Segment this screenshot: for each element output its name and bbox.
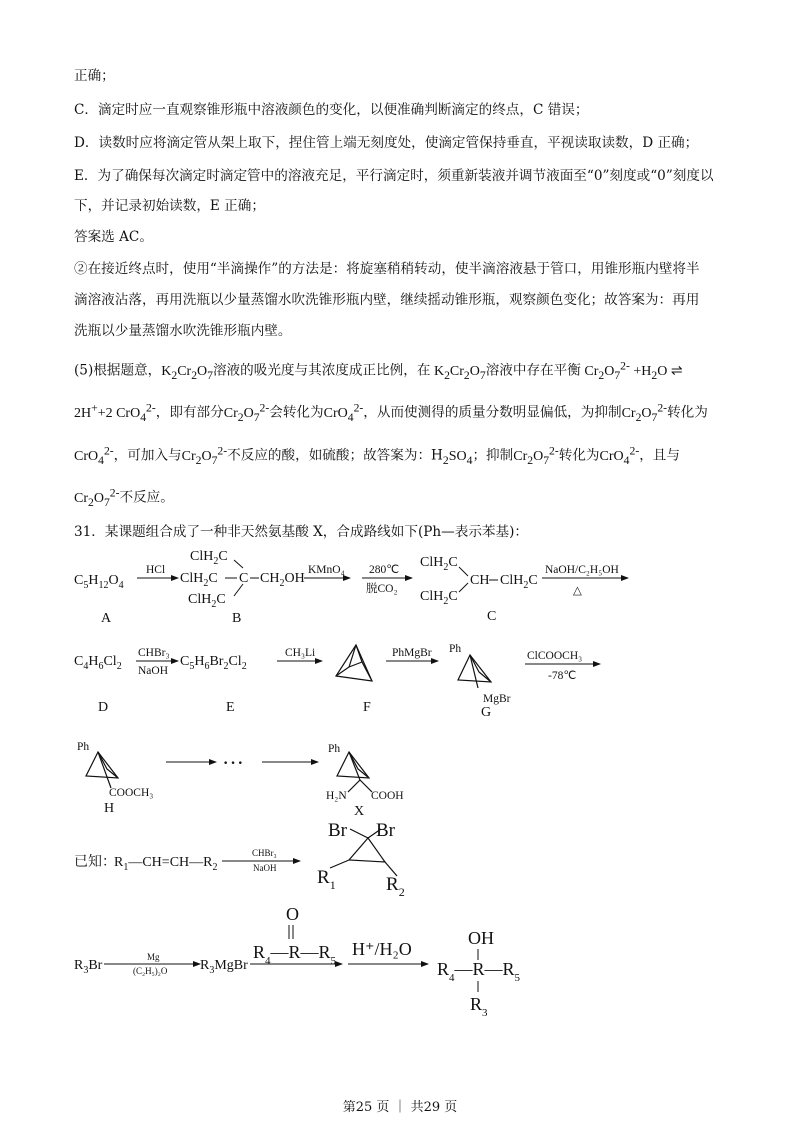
formula-dichromate: $Cr_2O_7^{2-}$ <box>513 444 559 467</box>
formula-2h-2cro4: 2H++2 CrO$_4^{2-}$ <box>74 401 156 424</box>
known-r3: $R_3$ <box>470 994 488 1019</box>
part5-text: ；抑制 <box>472 447 514 464</box>
formula-c-top: ClH$_2$C <box>420 555 458 573</box>
label-g: G <box>481 705 492 720</box>
formula-c-bot: ClH$_2$C <box>420 589 458 607</box>
x-cooh: COOH <box>371 790 404 802</box>
known-oh: OH <box>468 928 494 948</box>
part5-text: ，可加入与 <box>113 447 182 464</box>
h-cooch3: COOCH₃ <box>109 787 154 799</box>
label-h: H <box>104 801 115 816</box>
part5-text: ，且与 <box>639 447 680 464</box>
formula-b-bot: ClH$_2$C <box>188 592 226 610</box>
part5-text: 溶液的吸光度与其浓度成正比例，在 <box>212 362 431 379</box>
text-line-4: E．为了确保每次滴定时滴定管中的溶液充足，平行滴定时，须重新装液并调节液面至“0”刻度或“0”刻度以 <box>74 168 714 184</box>
cond-co2: 脱CO₂ <box>366 583 398 595</box>
g-mgbr: MgBr <box>483 693 511 705</box>
formula-b-top: ClH$_2$C <box>190 549 228 567</box>
cond-delta: △ <box>573 585 582 597</box>
bond <box>459 583 468 592</box>
formula-dichromate: $Cr_2O_7^{2-} +H_2O$ ⇌ <box>580 359 683 382</box>
part5-text: 不反应的酸，如硫酸；故答案为：H <box>227 447 443 464</box>
known-br-left: Br <box>328 820 347 841</box>
cond-clcooch3: ClCOOCH₃ <box>527 650 583 662</box>
label-x: X <box>354 804 365 819</box>
formula-d: $C_4H_6Cl_2$ <box>74 654 122 672</box>
known-label: 已知： <box>74 855 116 870</box>
x-ph: Ph <box>328 743 341 755</box>
known-cond-naoh: NaOH <box>253 863 277 873</box>
formula-k2cr2o7: $K_2Cr_2O_7$ <box>430 363 486 382</box>
formula-dichromate: $Cr_2O_7^{2-}$ <box>223 401 270 424</box>
formula-e: $C_5H_6Br_2Cl_2$ <box>180 654 247 672</box>
known-ketone-o: O <box>286 904 299 924</box>
cond-naoh: NaOH <box>138 665 169 677</box>
g-ph: Ph <box>449 643 462 655</box>
dots: ··· <box>222 750 244 775</box>
known-cond-ether: (C₂H₅)₂O <box>133 966 168 976</box>
part5-text: (5)根据题意， <box>74 362 162 379</box>
bond <box>234 560 243 568</box>
formula-b-ch2oh: $CH_2OH$ <box>260 571 305 589</box>
label-e: E <box>226 700 235 715</box>
cond-kmno4: KMnO₄ <box>308 564 345 576</box>
cond-hcl: HCl <box>146 564 166 576</box>
known-cond-mg: Mg <box>147 952 160 962</box>
bond <box>459 567 468 576</box>
structure-x <box>337 752 372 792</box>
question-31: 31．某课题组合成了一种非天然氨基酸 X，合成路线如下(Ph—表示苯基)： <box>74 524 529 540</box>
text-line-8: 滴溶液沾落，再用洗瓶以少量蒸馏水吹洗锥形瓶内壁，继续摇动锥形瓶，观察颜色变化；故答案为：再用 <box>74 292 700 308</box>
text-line-9: 洗瓶以少量蒸馏水吹洗锥形瓶内壁。 <box>74 323 292 339</box>
part5-text: ，即有部分 <box>155 404 224 421</box>
text-line-5: 下，并记录初始读数，E 正确； <box>74 198 265 214</box>
formula-b-c: C <box>239 571 249 586</box>
known-r3br: $R_3Br$ <box>74 958 103 976</box>
known-ketone: $R_4—R—R_5$ <box>253 942 337 967</box>
formula-chromate: CrO$_4^{2-}$ <box>74 444 114 467</box>
label-a: A <box>101 611 112 626</box>
formula-chromate: CrO$_4^{2-}$ <box>599 444 640 467</box>
text-line-1: 正确； <box>74 68 115 84</box>
formula-b-mid: ClH$_2$C <box>180 571 218 589</box>
cond-phmgbr: PhMgBr <box>392 647 432 659</box>
text-line-6: 答案选 AC。 <box>74 229 153 245</box>
cond-naoh-etoh: NaOH/C₂H₅OH <box>545 564 619 576</box>
structure-g <box>458 655 491 688</box>
known-alkene: $R_1—CH=CH—R_2$ <box>114 855 218 873</box>
text-line-2: C．滴定时应一直观察锥形瓶中溶液颜色的变化，以便准确判断滴定的终点，C 错误； <box>74 102 589 118</box>
text-line-7: ②在接近终点时，使用“半滴操作”的方法是：将旋塞稍稍转动，使半滴溶液悬于管口，用锥形瓶内壁将半 <box>74 261 700 277</box>
part5-text: 转化为 <box>667 404 708 421</box>
formula-k2cr2o7: $K_2Cr_2O_7$ <box>161 363 213 382</box>
known-h-h2o: H⁺/H₂O <box>352 939 412 959</box>
formula-chromate: CrO$_4^{2-}$ <box>323 401 364 424</box>
formula-dichromate: $Cr_2O_7^{2-}$ <box>181 444 228 467</box>
known-r1: $R_1$ <box>317 867 336 892</box>
cond-280: 280℃ <box>369 564 400 576</box>
label-d: D <box>98 700 109 715</box>
formula-dichromate: $Cr_2O_7^{2-}$ <box>621 401 668 424</box>
label-c: C <box>487 609 497 624</box>
label-f: F <box>363 700 371 715</box>
known-r2: $R_2$ <box>386 874 405 899</box>
known-cond-chbr3: CHBr₃ <box>252 848 277 858</box>
part5-text: 会转化为 <box>269 404 324 421</box>
part5-text: ，从而使测得的质量分数明显偏低，为抑制 <box>363 404 622 421</box>
cond-chbr3: CHBr₃ <box>138 647 170 659</box>
formula-dichromate: $Cr_2O_7^{2-}$ <box>74 486 120 509</box>
structure-h <box>86 752 118 788</box>
part5-text: 溶液中存在平衡 <box>485 362 581 379</box>
formula-c-ch: CH <box>470 573 490 588</box>
text-line-3: D．读数时应将滴定管从架上取下，捏住管上端无刻度处，使滴定管保持垂直，平视读取读数，D 正确； <box>74 135 699 151</box>
formula-h2so4: $_2SO_4$ <box>442 448 473 467</box>
formula-a: $C_5H_{12}O_4$ <box>74 573 124 591</box>
cond-78: -78℃ <box>548 670 577 682</box>
known-br-right: Br <box>376 820 395 841</box>
structure-f <box>336 645 372 681</box>
label-b: B <box>232 611 242 626</box>
page-footer: 第25 页 ｜ 共29 页 <box>342 1100 458 1115</box>
formula-c-ch2cl: ClH$_2$C <box>500 573 538 591</box>
h-ph: Ph <box>77 741 90 753</box>
x-h2n: H₂N <box>326 790 347 802</box>
known-r3mgbr: $R_3MgBr$ <box>200 958 248 976</box>
known-alcohol: $R_4—R—R_5$ <box>437 959 521 984</box>
cond-ch3li: CH₃Li <box>285 647 316 659</box>
part5-text: 不反应。 <box>119 489 174 506</box>
part5-text: 转化为 <box>558 447 600 464</box>
